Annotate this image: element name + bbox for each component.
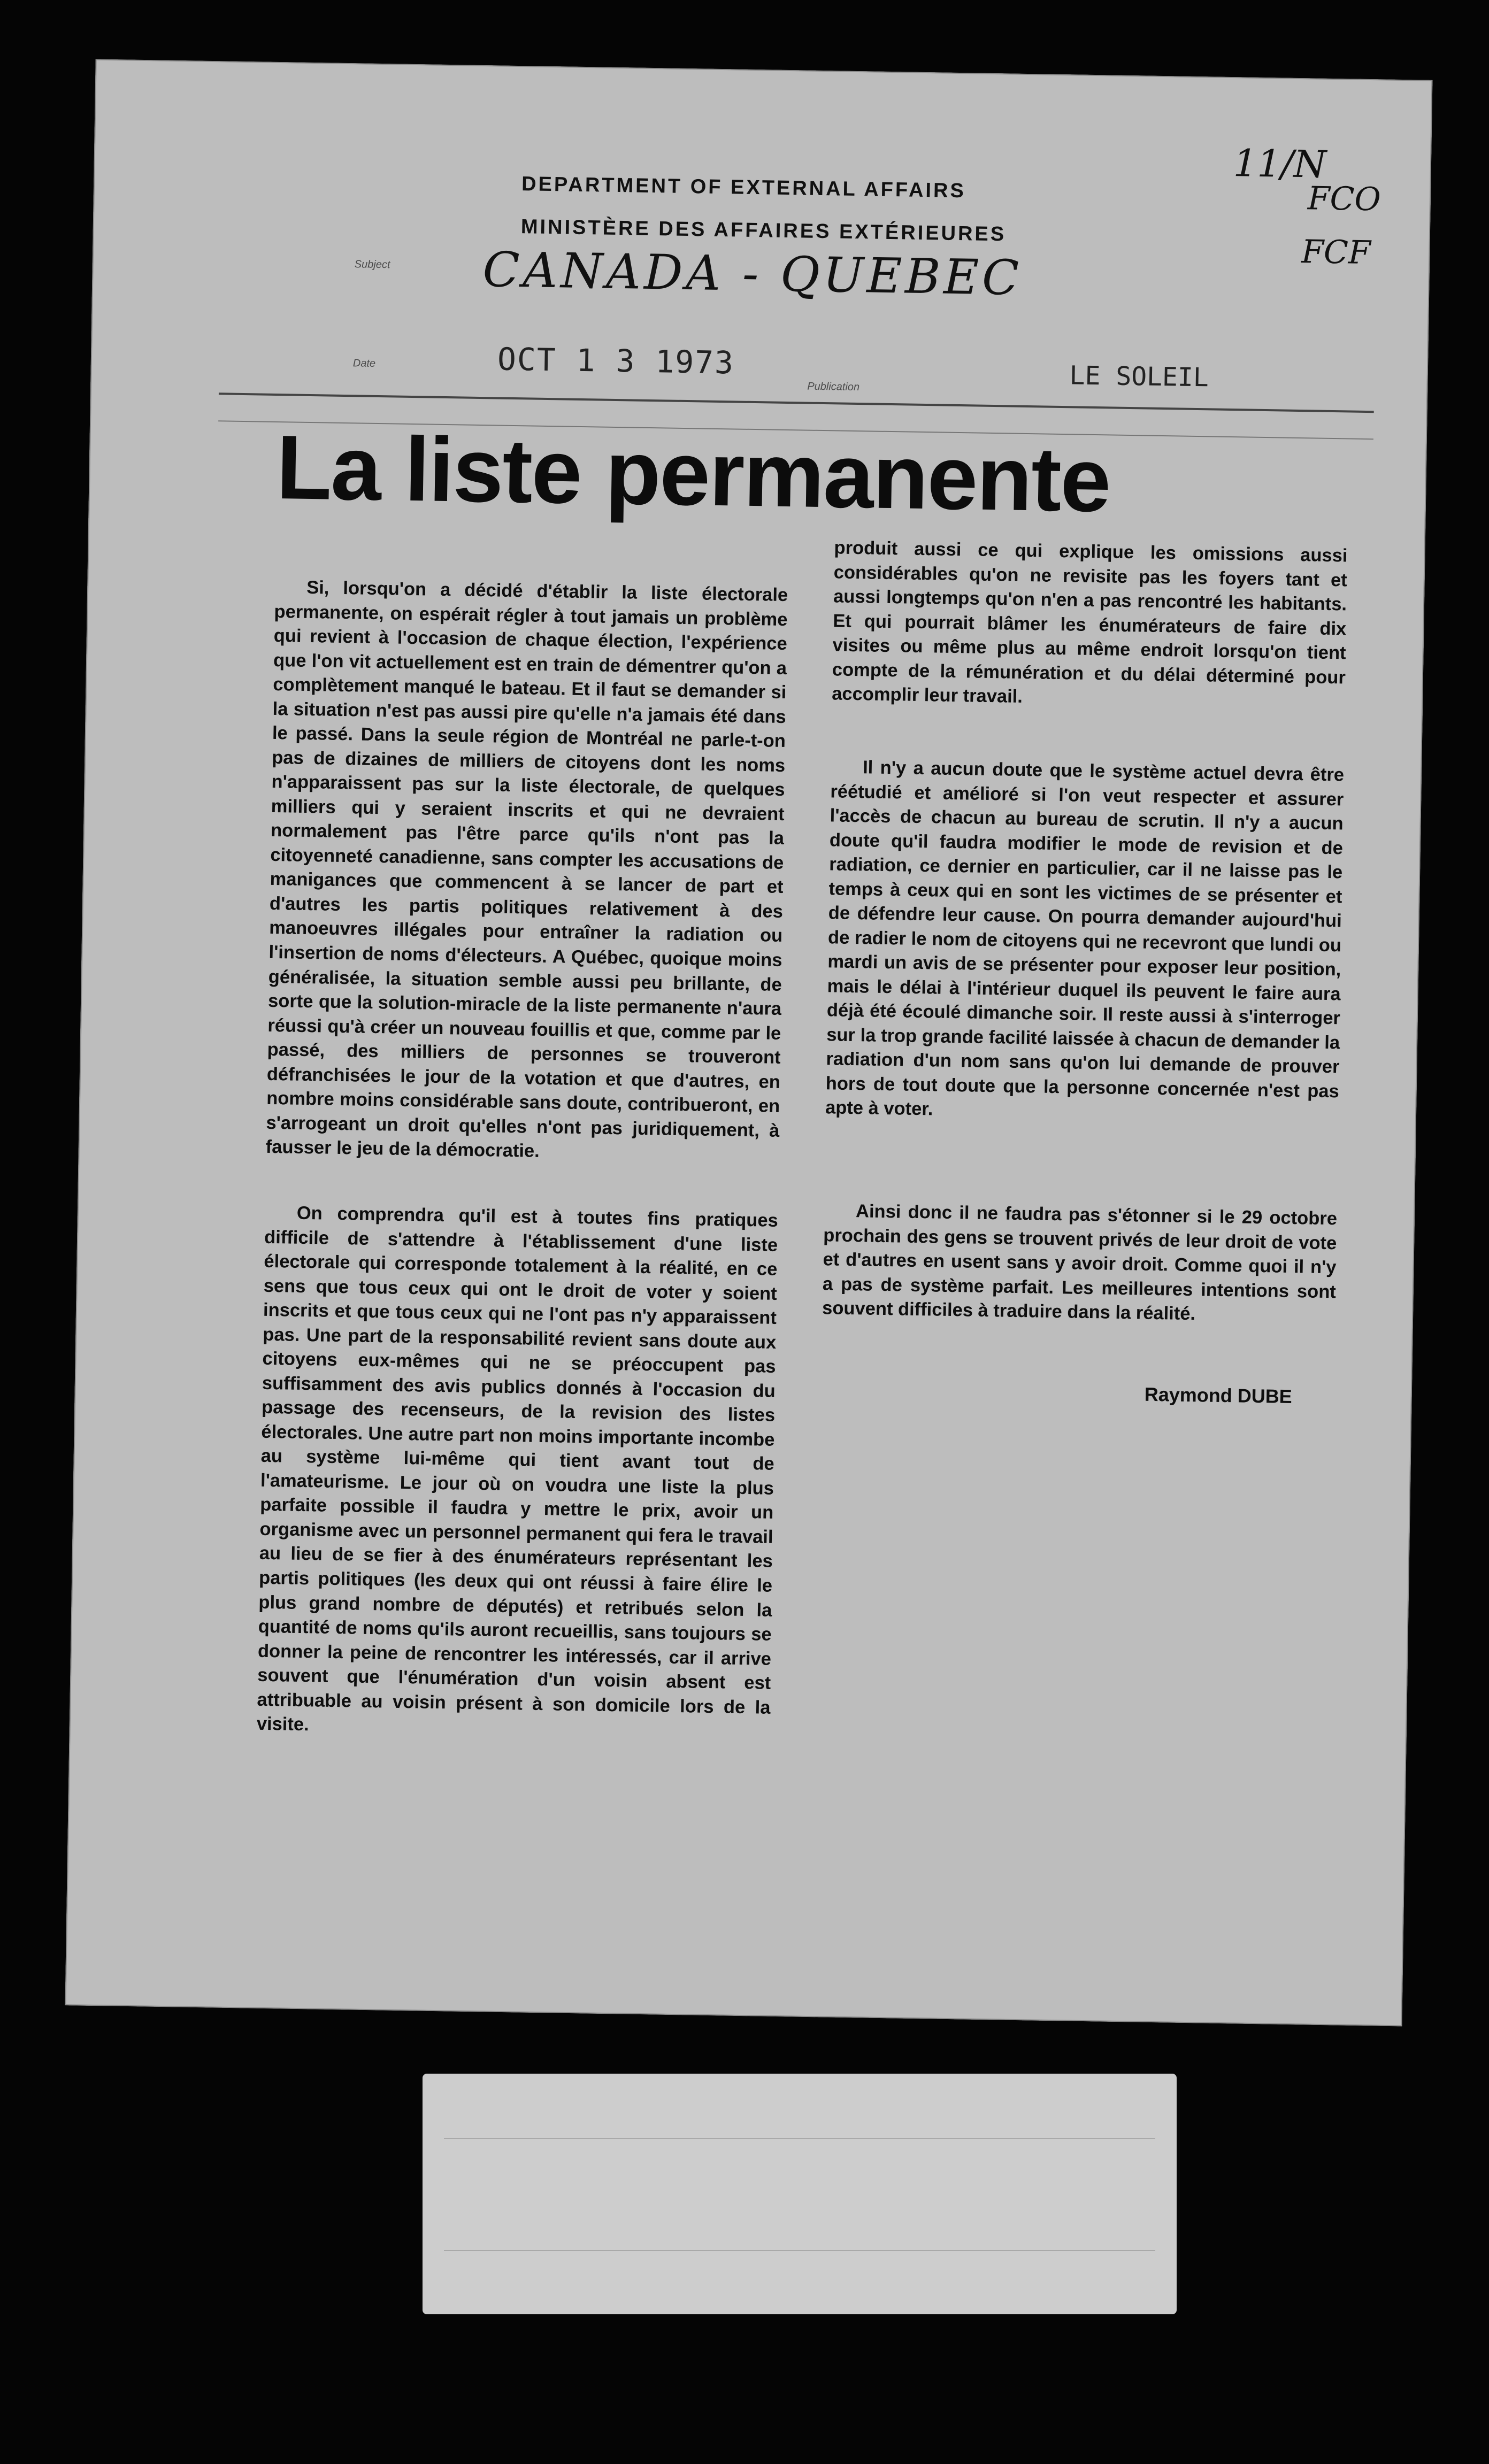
department-en: DEPARTMENT OF EXTERNAL AFFAIRS: [521, 173, 966, 203]
date-stamp: OCT 1 3 1973: [497, 341, 735, 381]
article-column-right-end: [822, 1199, 1337, 1329]
article-column-right-cont: [825, 755, 1345, 1128]
article-column-left-cont: [257, 1201, 779, 1745]
blank-card: [423, 2074, 1177, 2314]
card-rule: [444, 2138, 1155, 2139]
header-rule: [219, 392, 1374, 413]
publication-name: LE SOLEIL: [1069, 360, 1209, 393]
handwritten-ref: 11/N: [1233, 141, 1327, 187]
article-column-right: [832, 536, 1348, 714]
handwritten-subject: CANADA - QUEBEC: [482, 242, 1023, 306]
paragraph: Il n'y a aucun doute que le système actuel devra être réétudié et amélioré si l'on veut respecter et assurer l'accès de chacun au bureau de scrutin. Il n'y a aucun doute qu'il faudra modifier le mode de revision et de radiation, ce dernier en particulier, car il ne laisse pas le temps à ceux qui en sont les victimes de se présenter et de défendre leur cause. On pourra demander aujourd'hui de radier le nom de citoyens qui ne recevront que lundi ou mardi un avis de se présenter pour exposer leur position, mais le délai à l'intérieur duquel ils peuvent le faire aura déjà été écoulé dimanche soir. Il reste aussi à s'interroger sur la trop grande facilité laissée à chacun de demander la radiation d'un nom sans qu'on lui demande de prouver hors de tout doute que la personne concernée n'est pas apte à voter.: [825, 757, 1345, 1120]
card-rule: [444, 2250, 1155, 2251]
department-fr: MINISTÈRE DES AFFAIRES EXTÉRIEURES: [520, 215, 1007, 246]
publication-label: Publication: [807, 380, 860, 394]
date-label: Date: [352, 357, 376, 369]
paragraph: produit aussi ce qui explique les omissions aussi considérables qu'on ne revisite pas les foyers tant et aussi longtemps qu'on n'en a pas rencontré les habitants. Et qui pourrait blâmer les énumérateurs de faire dix visites ou même plus au même endroit lorsqu'on tient compte de la rémunération et du délai déterminé pour accomplir leur travail.: [831, 537, 1348, 707]
article-column-left: [265, 575, 788, 1168]
paragraph: Ainsi donc il ne faudra pas s'étonner si le 29 octobre prochain des gens se trouvent privés de leur droit de vote et d'autres en usent sans y avoir droit. Comme quoi il n'y a pas de système parfait. Les meilleures intentions sont souvent difficiles à traduire dans la réalité.: [822, 1201, 1338, 1325]
clipping-sheet: [65, 59, 1433, 2027]
subject-label: Subject: [354, 258, 390, 271]
article-headline: La liste permanente: [275, 417, 1111, 532]
handwritten-fco: FCO: [1307, 180, 1381, 219]
paragraph: Si, lorsqu'on a décidé d'établir la liste électorale permanente, on espérait régler à tout jamais un problème qui revient à l'occasion de chaque élection, l'expérience que l'on vit actuellement est en train de démentrer qu'on a complètement manqué le bateau. Et il faut se demander si la situation n'est pas aussi pire qu'elle n'a jamais été dans le passé. Dans la seule région de Montréal ne parle-t-on pas de dizaines de milliers de citoyens dont les noms n'apparaissent pas sur la liste électorale, de quelques milliers qui y seraient inscrits et qui ne devraient normalement pas l'être parce qu'ils n'ont pas la citoyenneté canadienne, sans compter les accusations de manigances que commencent à se lancer de part et d'autres les partis politiques relativement à des manoeuvres illégales pour entraîner la radiation ou l'insertion de noms d'électeurs. A Québec, quoique moins généralisée, la situation semble aussi peu brillante, de sorte que la solution-miracle de la liste permanente n'aura réussi qu'à créer un nouveau fouillis et que, comme par le passé, des milliers de personnes se trouveront défranchisées le jour de la votation et que d'autres, en nombre moins considérable sans doute, contribueront, en s'arrogeant un droit qu'elles n'ont pas juridiquement, à fausser le jeu de la démocratie.: [265, 577, 788, 1162]
paragraph: On comprendra qu'il est à toutes fins pratiques difficile de s'attendre à l'établissement d'une liste électorale qui corresponde totalement à la réalité, en ce sens que tous ceux qui ont le droit de voter y soient inscrits et que tous ceux qui ne l'ont pas n'y apparaissent pas. Une part de la responsabilité revient sans doute aux citoyens eux-mêmes qui ne se préoccupent pas suffisamment des avis publics donnés à l'occasion du passage des recenseurs, de la revision des listes électorales. Une autre part non moins importante incombe au système lui-même qui tient avant tout de l'amateurisme. Le jour où on voudra une liste la plus parfaite possible il faudra y mettre le prix, avoir un organisme avec un personnel permanent qui fera le travail au lieu de se fier à des énumérateurs représentant les partis politiques (les deux qui ont réussi à faire élire le plus grand nombre de députés) et retribués selon la quantité de noms qu'ils auront recueillis, sans toujours se donner la peine de rencontrer les intéressés, car il arrive souvent que l'énumération d'un voisin absent est attribuable au voisin présent à son domicile lors de la visite.: [256, 1203, 779, 1735]
handwritten-fcf: FCF: [1301, 233, 1371, 272]
author-signature: Raymond DUBE: [1144, 1383, 1293, 1408]
